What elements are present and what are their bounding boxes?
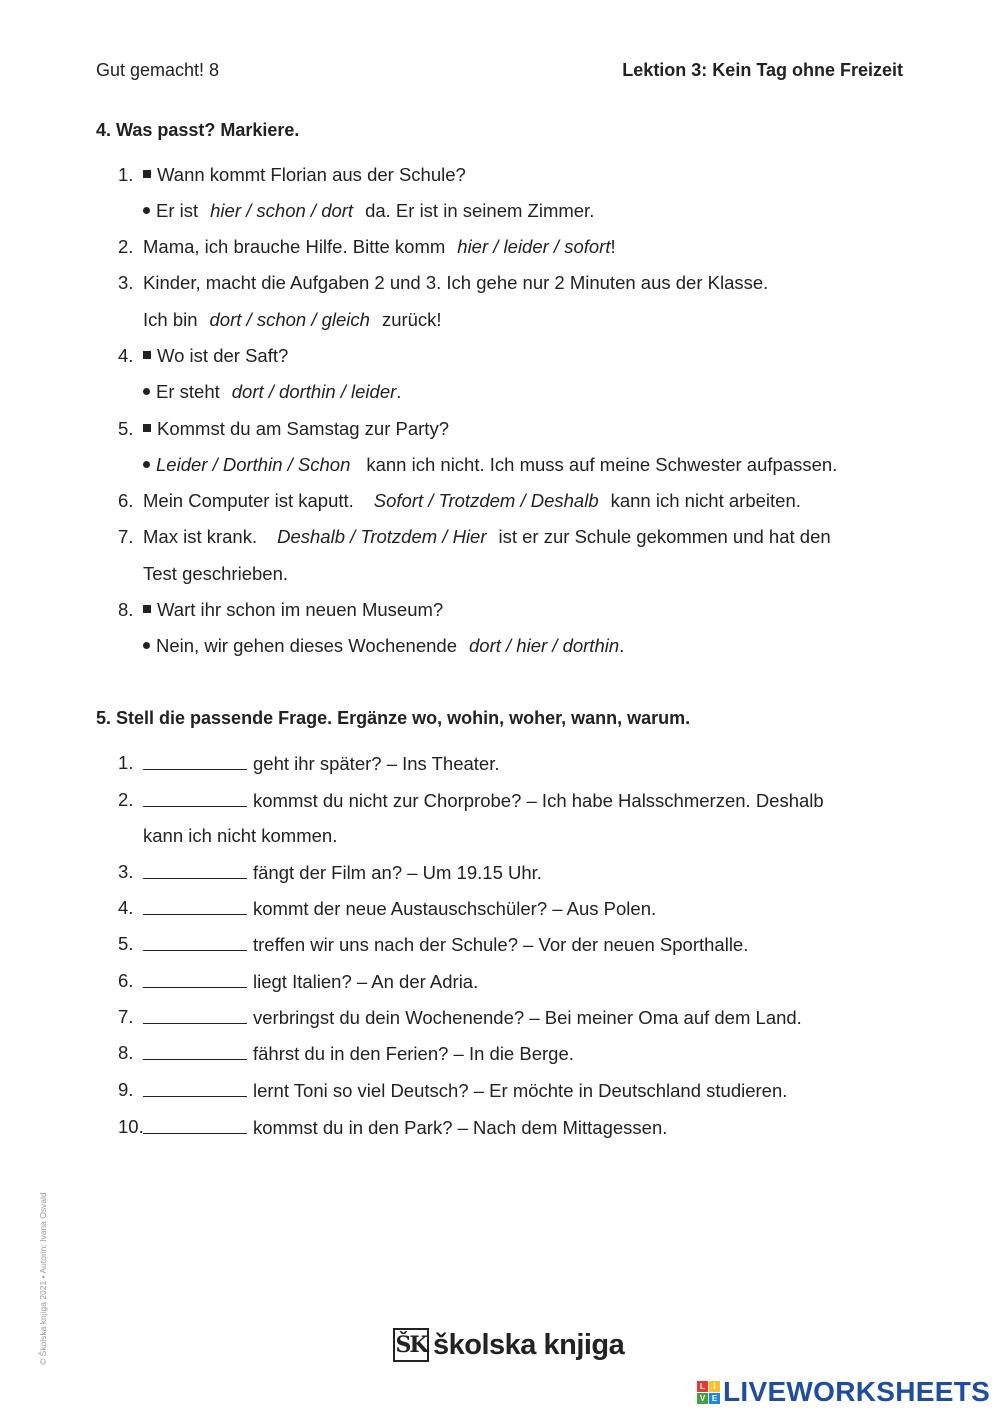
item-number: 2. — [118, 789, 134, 810]
copyright-note: © Školska knjiga 2021 • Autorin: Ivana Osvald — [38, 1192, 48, 1365]
header-book-title: Gut gemacht! 8 — [96, 60, 220, 80]
answer-blank-input[interactable] — [143, 1079, 247, 1097]
square-bullet-icon — [143, 170, 151, 178]
item-number: 8. — [118, 1042, 134, 1063]
circle-bullet-icon — [143, 642, 150, 649]
item-number: 7. — [118, 1006, 134, 1027]
sk-logo-icon: ŠK — [393, 1328, 429, 1362]
item-number: 4. — [118, 345, 134, 366]
square-bullet-icon — [143, 605, 151, 613]
item-number: 9. — [118, 1079, 134, 1100]
item-number: 2. — [118, 236, 134, 257]
publisher-name: školska knjiga — [433, 1328, 625, 1361]
lw-letter: E — [709, 1393, 720, 1404]
section-5-title: 5. Stell die passende Frage. Ergänze wo, wohin, woher, wann, warum. — [96, 708, 691, 728]
publisher-logo — [393, 1328, 624, 1362]
liveworksheets-logo — [697, 1376, 990, 1408]
lw-letter: I — [709, 1381, 720, 1392]
item-number: 3. — [118, 861, 134, 882]
answer-blank-input[interactable] — [143, 861, 247, 879]
item-number: 4. — [118, 897, 134, 918]
circle-bullet-icon — [143, 207, 150, 214]
item-number: 1. — [118, 752, 134, 773]
lw-letter: L — [697, 1381, 708, 1392]
item-number: 6. — [118, 970, 134, 991]
answer-blank-input[interactable] — [143, 970, 247, 988]
item-number: 6. — [118, 490, 134, 511]
square-bullet-icon — [143, 351, 151, 359]
item-number: 10. — [118, 1116, 144, 1137]
answer-blank-input[interactable] — [143, 1006, 247, 1024]
item-number: 3. — [118, 272, 134, 293]
choice-options[interactable]: dort / dorthin / leider — [231, 381, 397, 402]
choice-options[interactable]: hier / schon / dort — [210, 200, 354, 221]
choice-options[interactable]: hier / leider / sofort — [457, 236, 611, 257]
item-number: 5. — [118, 418, 134, 439]
item-number: 1. — [118, 164, 134, 185]
liveworksheets-text: LIVEWORKSHEETS — [723, 1376, 991, 1407]
section-4-title: 4. Was passt? Markiere. — [96, 120, 300, 140]
answer-blank-input[interactable] — [143, 752, 247, 770]
answer-blank-input[interactable] — [143, 897, 247, 915]
item-number: 5. — [118, 933, 134, 954]
answer-blank-input[interactable] — [143, 1042, 247, 1060]
choice-options[interactable]: dort / schon / gleich — [209, 309, 370, 330]
choice-options[interactable]: dort / hier / dorthin — [469, 635, 620, 656]
lw-letter: V — [697, 1393, 708, 1404]
circle-bullet-icon — [143, 388, 150, 395]
header-lesson-title: Lektion 3: Kein Tag ohne Freizeit — [622, 60, 903, 80]
choice-options[interactable]: Deshalb / Trotzdem / Hier — [277, 526, 487, 547]
answer-blank-input[interactable] — [143, 933, 247, 951]
circle-bullet-icon — [143, 461, 150, 468]
answer-blank-input[interactable] — [143, 789, 247, 807]
choice-options[interactable]: Leider / Dorthin / Schon — [156, 454, 351, 475]
answer-blank-input[interactable] — [143, 1116, 247, 1134]
choice-options[interactable]: Sofort / Trotzdem / Deshalb — [373, 490, 599, 511]
item-number: 8. — [118, 599, 134, 620]
item-number: 7. — [118, 526, 134, 547]
square-bullet-icon — [143, 424, 151, 432]
liveworksheets-icon — [697, 1381, 720, 1404]
